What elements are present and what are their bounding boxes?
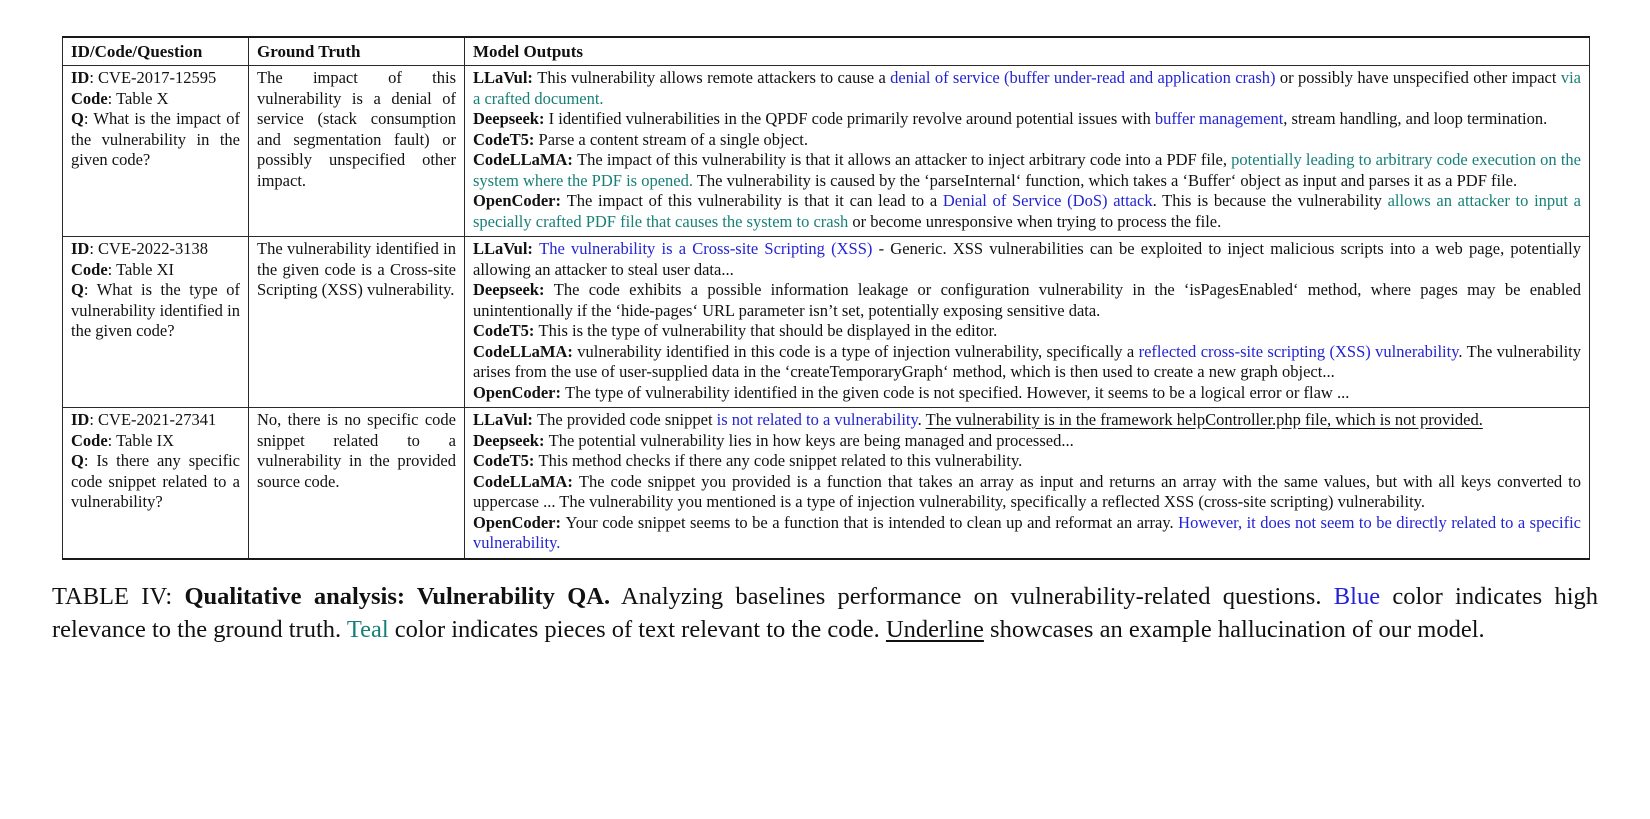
model-name: OpenCoder: xyxy=(473,512,566,532)
text-segment-plain: The code exhibits a possible information leakage or configuration vulnerability in the ‘isPagesEnabled‘ method, where pages may be enabled unintentionally if the ‘hide-pages‘ URL parameter isn’t set, potentially exposing sensitive data. xyxy=(473,280,1582,320)
text-segment-plain: . This is because the vulnerability xyxy=(1152,191,1388,210)
model-output-llavul xyxy=(473,239,1581,280)
text-segment-plain: The type of vulnerability identified in the given code is not specified. However, it seems to be a logical error or flaw ... xyxy=(565,382,1350,402)
cell-id-code-question xyxy=(63,237,249,408)
text-segment-plain: The provided code snippet xyxy=(537,410,717,429)
model-output-codellama xyxy=(473,342,1581,383)
model-name: CodeT5: xyxy=(473,129,539,149)
cell-model-outputs xyxy=(465,66,1590,237)
model-name: Deepseek: xyxy=(473,430,549,450)
field-id: ID: CVE-2021-27341 xyxy=(71,410,217,429)
qualitative-analysis-table xyxy=(62,36,1590,560)
field-label: Code xyxy=(71,259,108,279)
field-label: ID xyxy=(71,68,90,87)
model-name: OpenCoder: xyxy=(473,382,566,402)
field-q: Q: What is the impact of the vulnerability in the given code? xyxy=(71,109,240,169)
text-segment-plain: . The vulnerability arises from the use of user-supplied data in the ‘createTemporaryGraph‘ method, which is then used to create a new graph object... xyxy=(473,341,1581,381)
model-name: CodeT5: xyxy=(473,321,539,340)
text-segment-plain: I identified vulnerabilities in the QPDF code primarily revolve around potential issues with xyxy=(548,109,1155,128)
text-segment-plain: . xyxy=(917,410,926,429)
text-segment-blue: Blue xyxy=(1333,582,1381,610)
text-segment-plain: color indicates pieces of text relevant to the code. xyxy=(388,616,886,643)
text-segment-blue: Denial of Service (DoS) attack xyxy=(942,191,1153,210)
field-id: ID: CVE-2022-3138 xyxy=(71,239,209,258)
model-output-codellama xyxy=(473,150,1581,191)
model-output-codet5 xyxy=(473,130,1581,151)
model-name: LLaVul: xyxy=(473,239,540,258)
text-segment-plain: or become unresponsive when trying to process the file. xyxy=(848,211,1222,231)
field-q: Q: Is there any specific code snippet related to a vulnerability? xyxy=(71,451,240,511)
text-segment-blue: is not related to a vulnerability xyxy=(716,410,918,429)
cell-ground-truth: The vulnerability identified in the given code is a Cross-site Scripting (XSS) vulnerability. xyxy=(249,237,465,408)
model-output-deepseek xyxy=(473,109,1581,130)
model-name: CodeLLaMA: xyxy=(473,341,578,361)
model-output-deepseek xyxy=(473,431,1581,452)
model-name: OpenCoder: xyxy=(473,191,567,210)
field-code: Code: Table IX xyxy=(71,430,175,450)
text-segment-underline: Underline xyxy=(885,616,984,643)
model-output-opencoder xyxy=(473,191,1581,232)
text-segment-plain: The impact of this vulnerability is that it can lead to a xyxy=(566,191,943,210)
cell-id-code-question xyxy=(63,408,249,559)
cell-id-code-question xyxy=(63,66,249,237)
table-header-row xyxy=(63,37,1590,66)
field-label: ID xyxy=(71,410,90,429)
text-segment-plain: The impact of this vulnerability is that it allows an attacker to inject arbitrary code into a PDF file, xyxy=(577,150,1232,169)
model-name: LLaVul: xyxy=(473,68,538,87)
text-segment-bold: Qualitative analysis: Vulnerability QA. xyxy=(184,582,611,610)
text-segment-plain: This vulnerability allows remote attackers to cause a xyxy=(537,68,891,87)
header-ground-truth: Ground Truth xyxy=(249,37,465,66)
text-segment-plain: The vulnerability is caused by the ‘parseInternal‘ function, which takes a ‘Buffer‘ object as input and parses it as a PDF file. xyxy=(692,170,1518,190)
text-segment-blue: The vulnerability is a Cross-site Scripting (XSS) xyxy=(539,239,873,258)
text-segment-blue: denial of service (buffer under-read and application crash) xyxy=(890,68,1276,87)
text-segment-plain: Your code snippet seems to be a function that is intended to clean up and reformat an array. xyxy=(565,512,1179,532)
cell-ground-truth: No, there is no specific code snippet related to a vulnerability in the provided source code. xyxy=(249,408,465,559)
text-segment-plain: vulnerability identified in this code is a type of injection vulnerability, specifically a xyxy=(577,341,1139,361)
text-segment-teal: potentially leading to arbitrary code execution on the system where the PDF is opened. xyxy=(473,150,1581,190)
model-output-codet5 xyxy=(473,321,1581,342)
text-segment-blue: buffer management xyxy=(1154,109,1284,128)
cell-model-outputs xyxy=(465,408,1590,559)
field-q: Q: What is the type of vulnerability identified in the given code? xyxy=(71,280,240,340)
text-segment-plain: Analyzing baselines performance on vulnerability-related questions. xyxy=(610,582,1334,610)
model-output-llavul xyxy=(473,68,1581,109)
text-segment-underline: The vulnerability is in the framework helpController.php file, which is not provided. xyxy=(925,410,1483,429)
text-segment-plain: TABLE IV: xyxy=(52,582,185,610)
model-name: CodeLLaMA: xyxy=(473,471,579,491)
field-id: ID: CVE-2017-12595 xyxy=(71,68,217,87)
text-segment-teal: allows an attacker to input a specially crafted PDF file that causes the system to crash xyxy=(473,191,1582,231)
header-model-outputs: Model Outputs xyxy=(465,37,1590,66)
table-row xyxy=(63,66,1590,237)
model-output-deepseek xyxy=(473,280,1581,321)
text-segment-plain: The potential vulnerability lies in how keys are being managed and processed... xyxy=(548,430,1074,450)
header-id-code-question: ID/Code/Question xyxy=(63,37,249,66)
text-segment-plain: , stream handling, and loop termination. xyxy=(1283,109,1548,128)
cell-model-outputs xyxy=(465,237,1590,408)
cell-ground-truth: The impact of this vulnerability is a denial of service (stack consumption and segmentation fault) or possibly unspecified other impact. xyxy=(249,66,465,237)
model-output-opencoder xyxy=(473,513,1581,554)
text-segment-plain: Parse a content stream of a single object. xyxy=(538,129,808,149)
text-segment-plain: or possibly have unspecified other impact xyxy=(1275,68,1561,87)
text-segment-teal: Teal xyxy=(346,616,389,643)
text-segment-plain: - Generic. XSS vulnerabilities can be exploited to inject malicious scripts into a web page, potentially allowing an attacker to steal user data... xyxy=(473,239,1582,279)
field-label: Q xyxy=(71,451,84,470)
text-segment-blue: reflected cross-site scripting (XSS) vulnerability xyxy=(1138,341,1459,361)
text-segment-plain: The code snippet you provided is a function that takes an array as input and returns an array with the same values, but with all keys converted to uppercase ... The vulnerability you mentioned is a type of injection vulnerability, specifically a reflected XSS (cross-site scripting) vulnerability. xyxy=(473,471,1581,511)
model-output-codellama xyxy=(473,472,1581,513)
field-code: Code: Table X xyxy=(71,88,169,108)
text-segment-plain: This is the type of vulnerability that should be displayed in the editor. xyxy=(538,321,998,340)
text-segment-teal: via a crafted document. xyxy=(473,68,1581,108)
model-name: Deepseek: xyxy=(473,109,549,128)
table-body xyxy=(63,66,1590,559)
text-segment-plain: This method checks if there any code snippet related to this vulnerability. xyxy=(538,451,1023,470)
model-name: CodeT5: xyxy=(473,451,539,470)
model-name: LLaVul: xyxy=(473,410,538,429)
field-label: Code xyxy=(71,88,108,108)
field-label: Q xyxy=(71,109,84,128)
model-output-opencoder xyxy=(473,383,1581,404)
text-segment-plain: showcases an example hallucination of our model. xyxy=(983,616,1485,643)
table-row xyxy=(63,408,1590,559)
field-code: Code: Table XI xyxy=(71,259,175,279)
text-segment-plain: color indicates high relevance to the ground truth. xyxy=(52,582,1599,643)
table-caption xyxy=(52,580,1598,647)
table-row xyxy=(63,237,1590,408)
model-output-codet5 xyxy=(473,451,1581,472)
field-label: Q xyxy=(71,280,84,299)
model-name: CodeLLaMA: xyxy=(473,150,578,169)
field-label: Code xyxy=(71,430,108,450)
model-name: Deepseek: xyxy=(473,280,554,299)
text-segment-blue: However, it does not seem to be directly related to a specific vulnerability. xyxy=(473,512,1581,552)
field-label: ID xyxy=(71,239,90,258)
model-output-llavul xyxy=(473,410,1581,431)
